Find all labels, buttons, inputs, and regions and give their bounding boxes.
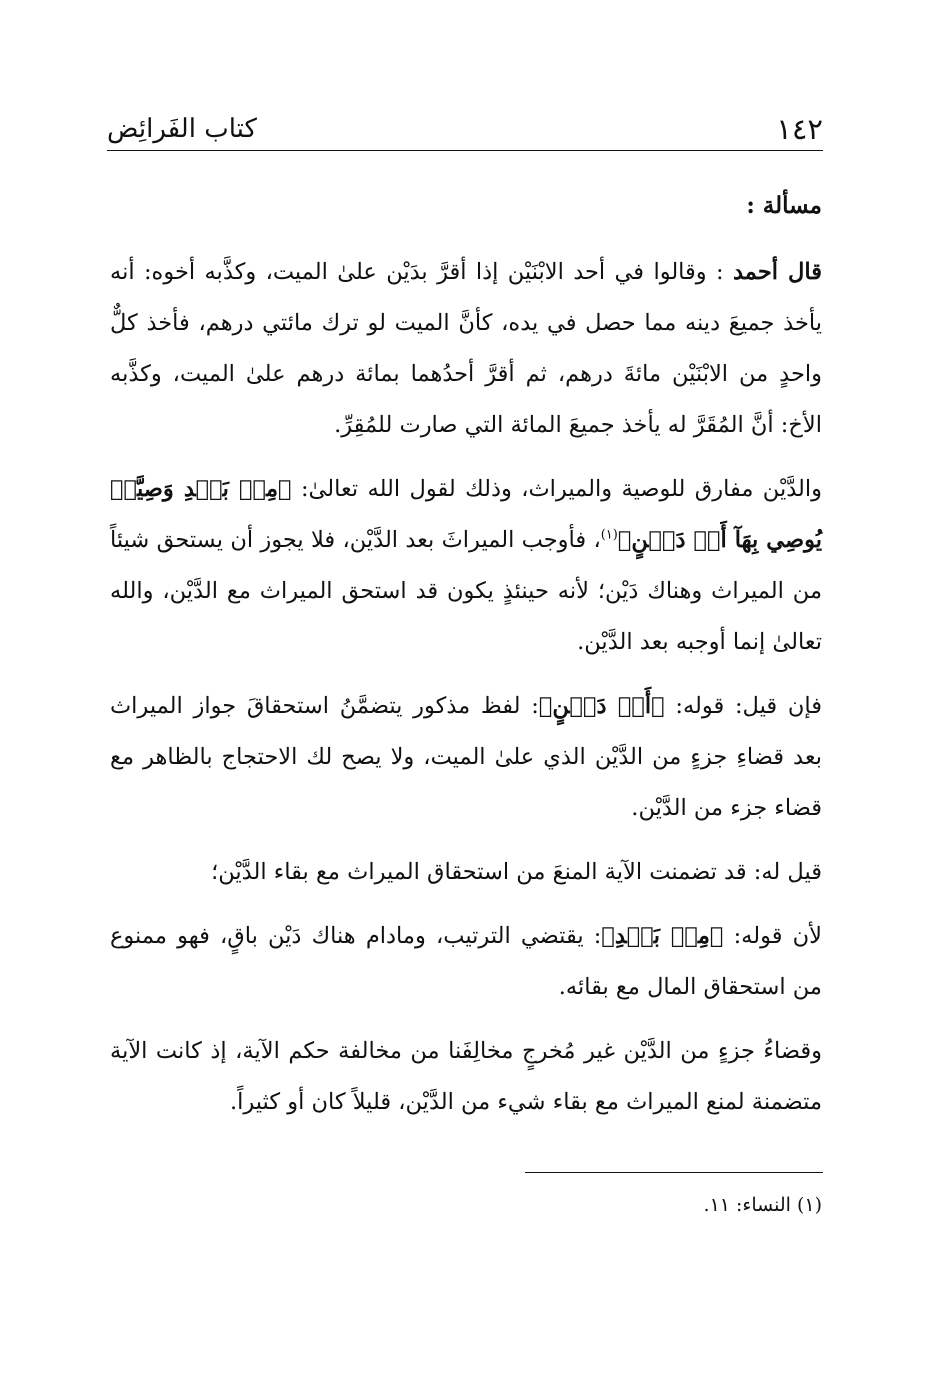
speaker-name: قال أحمد <box>733 259 822 285</box>
footnote-rule <box>525 1172 823 1173</box>
quran-quote: ﴿مِنۢ بَعۡدِ﴾ <box>601 923 724 949</box>
paragraph-5-text: : يقتضي الترتيب، ومادام هناك دَيْن باقٍ، فهو ممنوع من استحقاق المال مع بقائه. <box>110 923 822 1000</box>
page-header <box>107 104 823 148</box>
paragraph-3-text: : لفظ مذكور يتضمَّنُ استحقاقَ جواز الميراث بعد قضاءِ جزءٍ من الدَّيْن الذي علىٰ الميت، ولا يصح لك الاحتجاج بالظاهر مع قضاء جزء من الدَّيْن. <box>110 693 822 821</box>
paragraph-2 <box>110 464 822 668</box>
paragraph-3 <box>110 681 822 834</box>
paragraph-5 <box>110 911 822 1013</box>
paragraph-5-intro: لأن قوله: <box>723 923 823 949</box>
quran-quote: ﴿أَوۡ دَيۡنٍ﴾ <box>538 693 665 719</box>
header-rule <box>107 150 823 151</box>
paragraph-4: قيل له: قد تضمنت الآية المنعَ من استحقاق الميراث مع بقاء الدَّيْن؛ <box>211 859 822 885</box>
page-number: ١٤٢ <box>776 112 823 146</box>
paragraph-3-intro: فإن قيل: قوله: <box>664 693 822 719</box>
footnote-reference: (١) <box>600 527 618 543</box>
main-text <box>110 180 822 1141</box>
paragraph-1 <box>110 247 822 451</box>
paragraph-1-text: : وقالوا في أحد الابْنَيْن إذا أقرَّ بدَيْن علىٰ الميت، وكذَّبه أخوه: أنه يأخذ جميعَ دينه مما حصل في يده، كأنَّ الميت لو ترك مائتي درهم، فأخذ كلٌّ واحدٍ من الابْنَيْن مائةَ درهم، ثم أقرَّ أحدُهما بمائة درهم علىٰ الميت، وكذَّبه الأخ: أنَّ المُقَرَّ له يأخذ جميعَ المائة التي صارت للمُقِرِّ. <box>110 259 822 438</box>
quran-quote: ﴿مِنۢ بَعۡدِ وَصِيَّةٖ يُوصِي بِهَآ أَوۡ دَيۡنٍ﴾ <box>110 476 822 553</box>
footnote: (١) النساء: ١١. <box>703 1194 822 1216</box>
section-heading: مسألة : <box>746 192 822 219</box>
paragraph-2-intro: والدَّيْن مفارق للوصية والميراث، وذلك لقول الله تعالىٰ: <box>291 476 822 502</box>
paragraph-6: وقضاءُ جزءٍ من الدَّيْن غير مُخرجٍ مخالِفَنا من مخالفة حكم الآية، إذ كانت الآية متضمنة لمنع الميراث مع بقاء شيء من الدَّيْن، قليلاً كان أو كثيراً. <box>110 1038 822 1115</box>
paragraph-2-text: ، فأوجب الميراثَ بعد الدَّيْن، فلا يجوز أن يستحق شيئاً من الميراث وهناك دَيْن؛ لأنه حينئذٍ يكون قد استحق الميراث مع الدَّيْن، والله تعالىٰ إنما أوجبه بعد الدَّيْن. <box>110 527 822 655</box>
running-title: كتاب الفَرائِض <box>107 114 257 144</box>
